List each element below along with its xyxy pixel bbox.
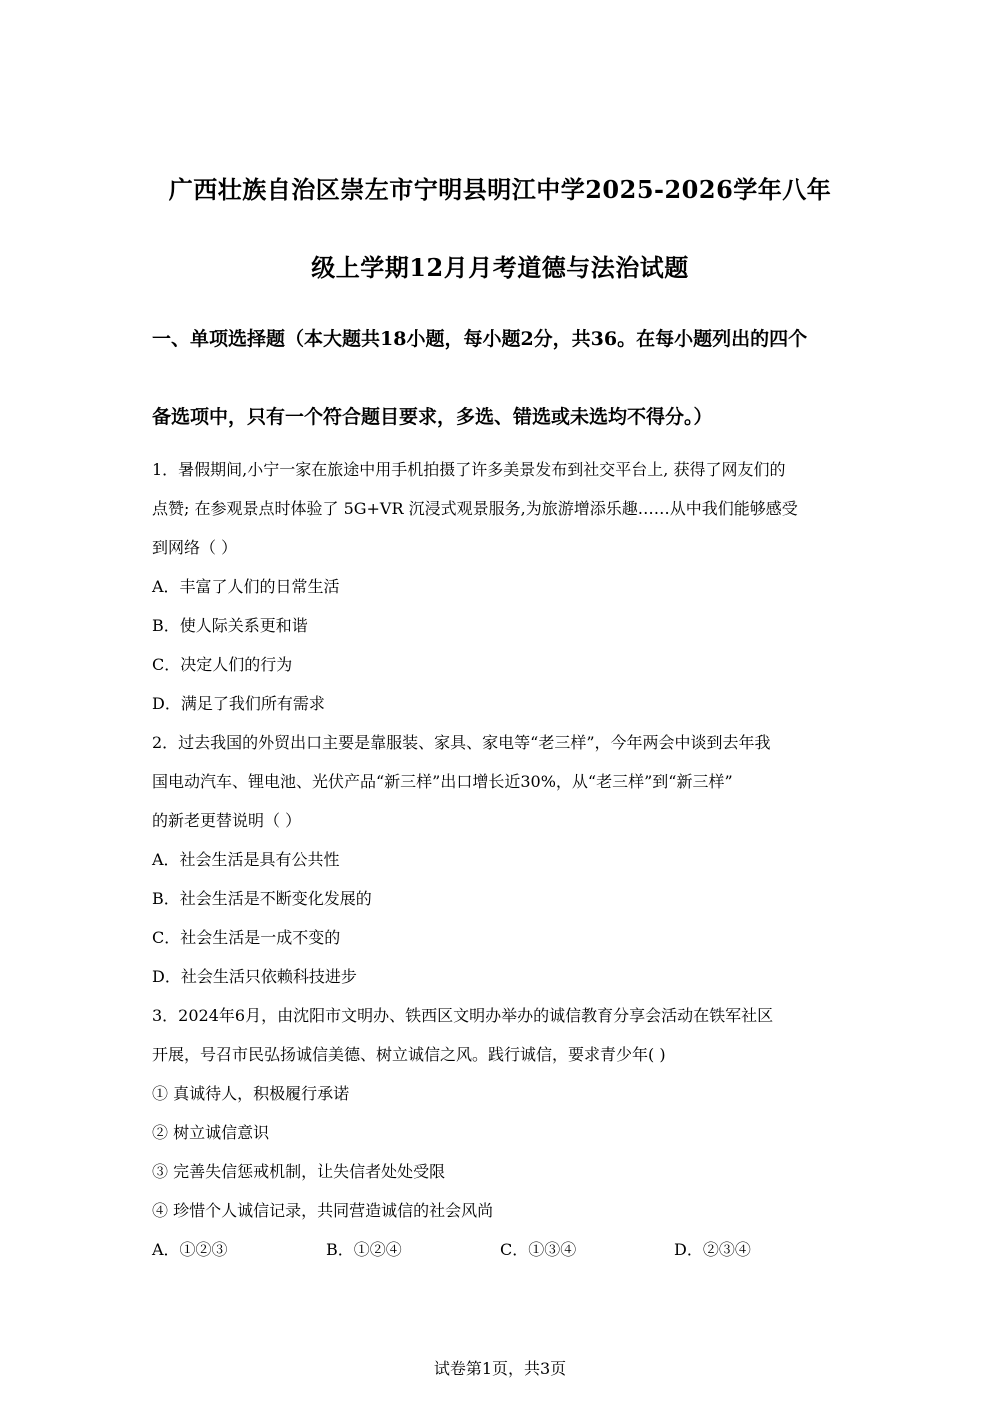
exam-title-line-1: 广西壮族自治区崇左市宁明县明江中学2025-2026学年八年 — [168, 175, 832, 204]
question-2-option-a: A．社会生活是具有公共性 — [152, 850, 340, 869]
question-1-option-b: B．使人际关系更和谐 — [152, 616, 308, 635]
question-3-text-line-2: 开展，号召市民弘扬诚信美德、树立诚信之风。践行诚信，要求青少年( ) — [152, 1045, 666, 1064]
question-1-text-line-3: 到网络（ ） — [152, 538, 238, 557]
question-1-option-c: C．决定人们的行为 — [152, 655, 293, 674]
page-footer: 试卷第1页，共3页 — [433, 1359, 567, 1378]
question-2-option-d: D．社会生活只依赖科技进步 — [152, 967, 357, 986]
question-1-text-line-1: 1．暑假期间,小宁一家在旅途中用手机拍摄了许多美景发布到社交平台上, 获得了网友们的 — [152, 460, 786, 479]
question-3-choice-a: A．①②③ — [152, 1240, 228, 1259]
exam-title-line-2: 级上学期12月月考道德与法治试题 — [311, 253, 689, 282]
section-heading-line-1: 一、单项选择题（本大题共18小题，每小题2分，共36。在每小题列出的四个 — [152, 328, 808, 350]
question-1-text-line-2: 点赞; 在参观景点时体验了 5G+VR 沉浸式观景服务,为旅游增添乐趣……从中我们能够感受 — [152, 499, 798, 518]
question-3-item-2: ② 树立诚信意识 — [152, 1123, 270, 1142]
question-2-option-b: B．社会生活是不断变化发展的 — [152, 889, 372, 908]
question-3-item-4: ④ 珍惜个人诚信记录，共同营造诚信的社会风尚 — [152, 1201, 494, 1220]
question-3-choices — [152, 1237, 852, 1259]
question-2-text-line-3: 的新老更替说明（ ） — [152, 811, 302, 830]
question-2-text-line-2: 国电动汽车、锂电池、光伏产品“新三样”出口增长近30%，从“老三样”到“新三样” — [152, 772, 733, 791]
question-3-choice-d: D．②③④ — [674, 1240, 751, 1259]
question-3-choice-b: B．①②④ — [326, 1240, 402, 1259]
question-3-item-1: ① 真诚待人，积极履行承诺 — [152, 1084, 350, 1103]
question-2-option-c: C．社会生活是一成不变的 — [152, 928, 341, 947]
question-3-text-line-1: 3．2024年6月，由沈阳市文明办、铁西区文明办举办的诚信教育分享会活动在铁军社区 — [152, 1006, 774, 1025]
question-1-option-d: D．满足了我们所有需求 — [152, 694, 325, 713]
question-3-item-3: ③ 完善失信惩戒机制，让失信者处处受限 — [152, 1162, 446, 1181]
section-heading-line-2: 备选项中，只有一个符合题目要求，多选、错选或未选均不得分。） — [152, 406, 713, 428]
question-3-choice-c: C．①③④ — [500, 1240, 577, 1259]
question-1-option-a: A．丰富了人们的日常生活 — [152, 577, 340, 596]
question-2-text-line-1: 2．过去我国的外贸出口主要是靠服装、家具、家电等“老三样”，今年两会中谈到去年我 — [152, 733, 771, 752]
